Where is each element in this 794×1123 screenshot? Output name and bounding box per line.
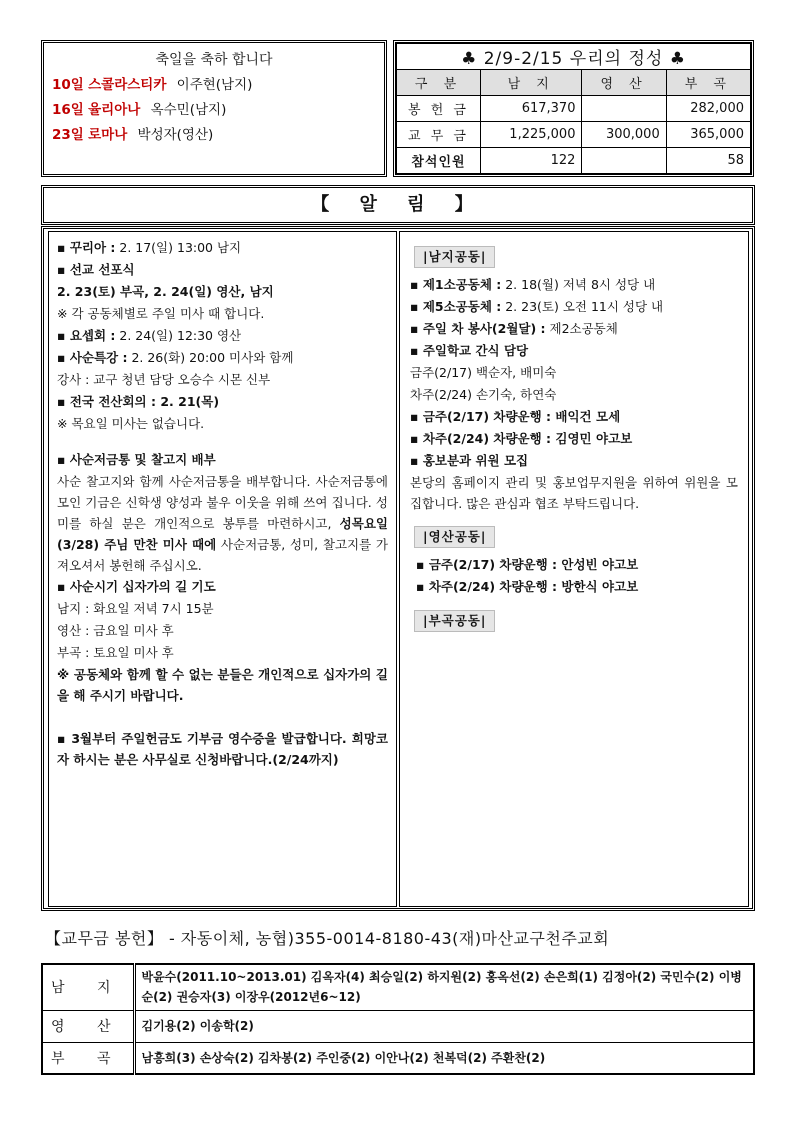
offering-title: ♣ 2/9-2/15 우리의 정성 ♣	[397, 44, 751, 70]
notice-heading-text: ▪ 주일 차 봉사(2월달) :	[410, 321, 546, 336]
donors-table	[41, 963, 755, 1075]
notice-text: 강사 : 교구 청년 담당 오승수 시몬 신부	[57, 372, 271, 387]
notice-heading-text: ▪ 사순특강 :	[57, 350, 128, 365]
notice-text: 2. 26(화) 20:00 미사와 함께	[127, 350, 294, 365]
offering-cell: 1,225,000	[481, 122, 582, 148]
offering-row	[397, 148, 751, 174]
notice-heading-text: ▪ 차주(2/24) 차량운행 : 김영민 야고보	[410, 431, 633, 446]
feast-day-title: 축일을 축하 합니다	[155, 52, 273, 68]
offering-cell: 122	[481, 148, 582, 174]
notice-text: ※ 목요일 미사는 없습니다.	[57, 416, 205, 431]
notice-text: 부곡 : 토요일 미사 후	[57, 645, 174, 660]
notice-heading-text: ▪ 제5소공동체 :	[410, 299, 502, 314]
donors-names: 김기용(2) 이송학(2)	[134, 1010, 754, 1042]
feast-person: 박성자(영산)	[137, 127, 214, 143]
donation-info: 【교무금 봉헌】 - 자동이체, 농협)355-0014-8180-43(재)마산교구천주교회	[45, 929, 610, 948]
offering-row-label: 봉 헌 금	[397, 96, 481, 122]
notice-right-column	[399, 231, 749, 907]
offering-cell: 58	[666, 148, 750, 174]
notice-paragraph: ※ 공동체와 함께 할 수 없는 분들은 개인적으로 십자가의 길을 해 주시기 바랍니다.	[57, 667, 388, 703]
offering-cell: 300,000	[582, 122, 666, 148]
section-label-yeongsan: |영산공동|	[414, 526, 495, 548]
feast-saint-name: 스콜라스티카	[88, 77, 167, 93]
feast-saint-name: 로마나	[88, 127, 128, 143]
donors-row	[42, 964, 754, 1010]
feast-day-box	[41, 40, 387, 177]
offering-header: 구 분	[397, 70, 481, 96]
notice-heading-text: ▪ 전국 전산회의 :	[57, 394, 156, 409]
offering-cell: 365,000	[666, 122, 750, 148]
notice-text: 2. 24(일) 12:30 영산	[115, 328, 242, 343]
offering-row-label: 참석인원	[397, 148, 481, 174]
offering-cell: 282,000	[666, 96, 750, 122]
notice-text: 영산 : 금요일 미사 후	[57, 623, 174, 638]
notice-heading-text: ▪ 금주(2/17) 차량운행 : 배익건 모세	[410, 409, 621, 424]
notice-heading-text: ▪ 차주(2/24) 차량운행 : 방한식 야고보	[416, 579, 639, 594]
offering-cell: 617,370	[481, 96, 582, 122]
feast-day-row	[52, 123, 376, 148]
notice-heading-text: ▪ 주일학교 간식 담당	[410, 343, 529, 358]
offering-row-label: 교 무 금	[397, 122, 481, 148]
notice-text: ※ 각 공동체별로 주일 미사 때 합니다.	[57, 306, 265, 321]
notice-text: 2. 23(토) 오전 11시 성당 내	[501, 299, 664, 314]
donors-parish-label: 부 곡	[42, 1042, 134, 1074]
offering-cell	[582, 96, 666, 122]
notice-text: 2. 17(일) 13:00 남지	[115, 240, 242, 255]
notice-left-column	[48, 231, 397, 907]
notice-heading-text: ▪ 선교 선포식	[57, 262, 135, 277]
donors-parish-label: 남 지	[42, 964, 134, 1010]
offering-box	[393, 40, 754, 177]
feast-day-row	[52, 98, 376, 123]
notice-heading-text: ▪ 제1소공동체 :	[410, 277, 502, 292]
feast-day-row	[52, 73, 376, 98]
feast-person: 이주현(남지)	[176, 77, 253, 93]
notice-text: 사순저금통, 성미, 찰고지를 가져오셔서 봉헌해 주십시오.	[57, 537, 388, 573]
notice-paragraph: ▪ 3월부터 주일헌금도 기부금 영수증을 발급합니다. 희망코자 하시는 분은 사무실로 신청바랍니다.(2/24까지)	[57, 731, 388, 767]
notice-text: 차주(2/24) 손기숙, 하연숙	[410, 387, 557, 402]
offering-header: 영 산	[582, 70, 666, 96]
notice-heading: 【 알 림 】	[41, 185, 755, 225]
offering-header: 부 곡	[666, 70, 750, 96]
notice-text: 2. 23(토) 부곡, 2. 24(일) 영산, 남지	[57, 284, 274, 299]
feast-day-date: 16일	[52, 102, 84, 118]
offering-cell	[582, 148, 666, 174]
notice-text: 제2소공동체	[545, 321, 618, 336]
donors-names: 박윤수(2011.10~2013.01) 김옥자(4) 최승일(2) 하지원(2) 홍옥선(2) 손은희(1) 김정아(2) 국민수(2) 이병순(2) 권승자(3) 이장우(2012년6~12)	[134, 964, 754, 1010]
section-label-namji: |남지공동|	[414, 246, 495, 268]
notice-text: 남지 : 화요일 저녁 7시 15분	[57, 601, 214, 616]
notice-paragraph: 본당의 홈페이지 관리 및 홍보업무지원을 위하여 위원을 모집합니다. 많은 관심과 협조 부탁드립니다.	[410, 475, 738, 511]
offering-header: 남 지	[481, 70, 582, 96]
feast-day-date: 10일	[52, 77, 84, 93]
notice-text: 2. 21(목)	[155, 394, 220, 409]
donors-row	[42, 1010, 754, 1042]
notice-heading-text: ▪ 사순저금통 및 찰고지 배부	[57, 452, 216, 467]
notice-heading-text: ▪ 금주(2/17) 차량운행 : 안성빈 야고보	[416, 557, 639, 572]
notice-heading-text: ▪ 꾸리아 :	[57, 240, 116, 255]
donors-parish-label: 영 산	[42, 1010, 134, 1042]
feast-person: 옥수민(남지)	[150, 102, 227, 118]
notice-text: 2. 18(월) 저녁 8시 성당 내	[501, 277, 656, 292]
notice-emphasis: 성목요일(3/28) 주님 만찬 미사 때에	[57, 516, 388, 552]
notice-heading-text: ▪ 사순시기 십자가의 길 기도	[57, 579, 216, 594]
feast-day-date: 23일	[52, 127, 84, 143]
donors-names: 남흥희(3) 손상숙(2) 김차봉(2) 주인중(2) 이안나(2) 천복덕(2) 주환찬(2)	[134, 1042, 754, 1074]
notice-heading-text: ▪ 홍보분과 위원 모집	[410, 453, 529, 468]
offering-row	[397, 96, 751, 122]
donors-row	[42, 1042, 754, 1074]
offering-row	[397, 122, 751, 148]
notice-paragraph	[57, 471, 388, 576]
section-label-bugok: |부곡공동|	[414, 610, 495, 632]
notice-text: 금주(2/17) 백순자, 배미숙	[410, 365, 557, 380]
feast-saint-name: 율리아나	[88, 102, 141, 118]
notice-body	[41, 226, 755, 911]
offering-table	[396, 43, 751, 174]
notice-heading-text: ▪ 요셉회 :	[57, 328, 116, 343]
notice-text: 사순 찰고지와 함께 사순저금통을 배부합니다. 사순저금통에 모인 기금은 신학생 양성과 불우 이웃을 위해 쓰여 집니다. 성미를 하실 분은 개인적으로 봉투를 마련하시고,	[57, 474, 388, 531]
